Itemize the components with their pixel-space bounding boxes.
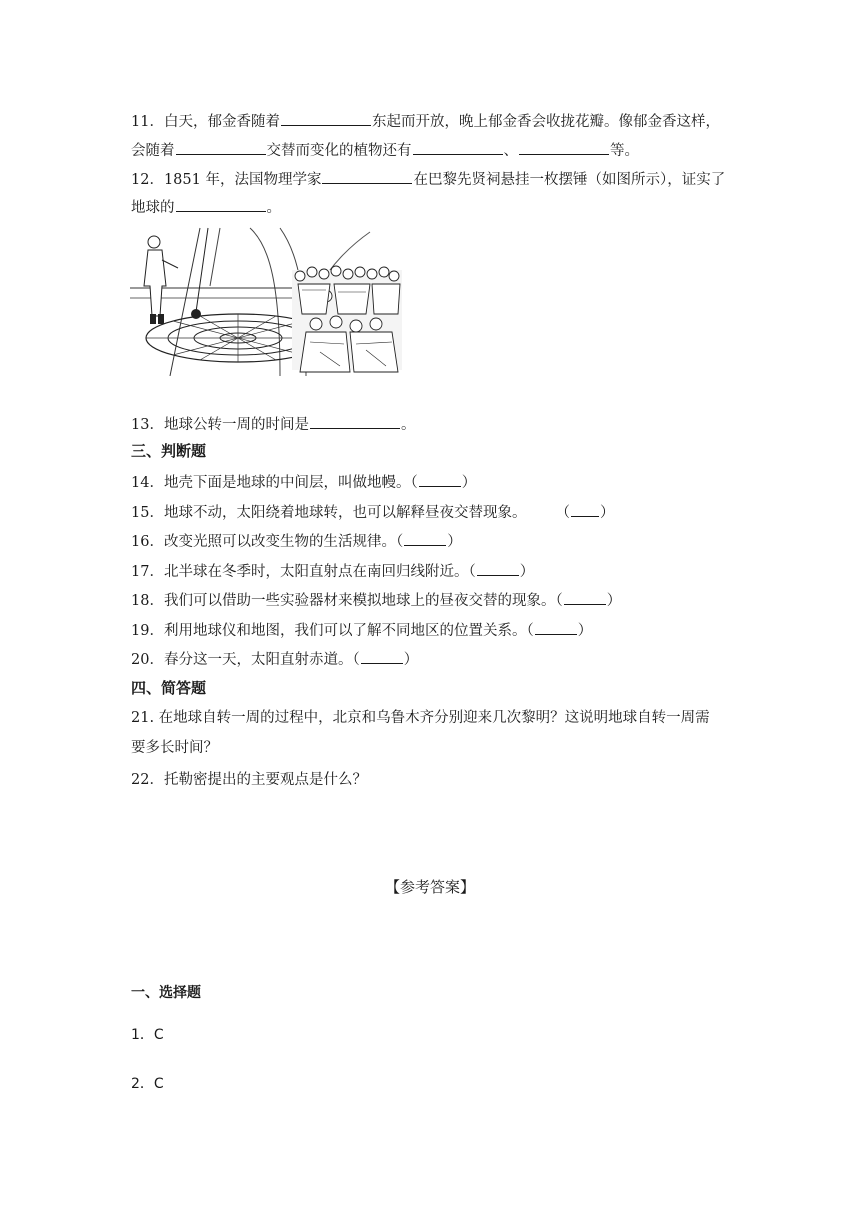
answer-blank[interactable] bbox=[361, 648, 403, 664]
question-15: 15．地球不动，太阳绕着地球转，也可以解释昼夜交替现象。 （ ） bbox=[131, 501, 614, 523]
question-14: 14．地壳下面是地球的中间层，叫做地幔。（ ） bbox=[131, 471, 476, 493]
question-11-line-1: 11．白天，郁金香随着 东起而开放，晚上郁金香会收拢花瓣。像郁金香这样， bbox=[131, 110, 720, 132]
answer-blank[interactable] bbox=[535, 619, 577, 635]
answer-key-title: 【参考答案】 bbox=[384, 878, 475, 896]
question-22: 22．托勒密提出的主要观点是什么？ bbox=[131, 772, 367, 788]
answer-blank[interactable] bbox=[413, 139, 503, 155]
answer-blank[interactable] bbox=[310, 413, 400, 429]
question-12-line-1: 12．1851 年，法国物理学家 在巴黎先贤祠悬挂一枚摆锤（如图所示），证实了 bbox=[131, 168, 725, 190]
question-20: 20．春分这一天，太阳直射赤道。（ ） bbox=[131, 648, 418, 670]
answer-blank[interactable] bbox=[176, 139, 266, 155]
answer-2: 2．C bbox=[131, 1076, 164, 1092]
question-21-line-2: 要多长时间？ bbox=[131, 740, 218, 756]
question-11-line-2: 会随着 交替而变化的植物还有 、 等。 bbox=[131, 139, 639, 161]
answer-blank[interactable] bbox=[519, 139, 609, 155]
answer-blank[interactable] bbox=[281, 110, 371, 126]
answer-blank[interactable] bbox=[322, 168, 412, 184]
question-12-line-2: 地球的 。 bbox=[131, 196, 281, 218]
foucault-pendulum-illustration bbox=[130, 226, 402, 376]
answer-blank[interactable] bbox=[419, 471, 461, 487]
answer-section-choice: 一、选择题 bbox=[131, 985, 201, 1001]
answer-1: 1．C bbox=[131, 1027, 164, 1043]
question-13: 13．地球公转一周的时间是 。 bbox=[131, 413, 415, 435]
section-heading-short-answer: 四、简答题 bbox=[131, 679, 207, 697]
question-16: 16．改变光照可以改变生物的生活规律。（ ） bbox=[131, 530, 462, 552]
question-18: 18．我们可以借助一些实验器材来模拟地球上的昼夜交替的现象。（ ） bbox=[131, 589, 621, 611]
question-17: 17．北半球在冬季时，太阳直射点在南回归线附近。（ ） bbox=[131, 560, 534, 582]
section-heading-judgment: 三、判断题 bbox=[131, 442, 207, 460]
answer-blank[interactable] bbox=[571, 501, 599, 517]
answer-blank[interactable] bbox=[404, 530, 446, 546]
question-21-line-1: 21. 在地球自转一周的过程中，北京和乌鲁木齐分别迎来几次黎明？这说明地球自转一周需 bbox=[131, 710, 710, 726]
answer-blank[interactable] bbox=[564, 589, 606, 605]
answer-blank[interactable] bbox=[176, 196, 266, 212]
question-19: 19．利用地球仪和地图，我们可以了解不同地区的位置关系。（ ） bbox=[131, 619, 592, 641]
answer-blank[interactable] bbox=[477, 560, 519, 576]
